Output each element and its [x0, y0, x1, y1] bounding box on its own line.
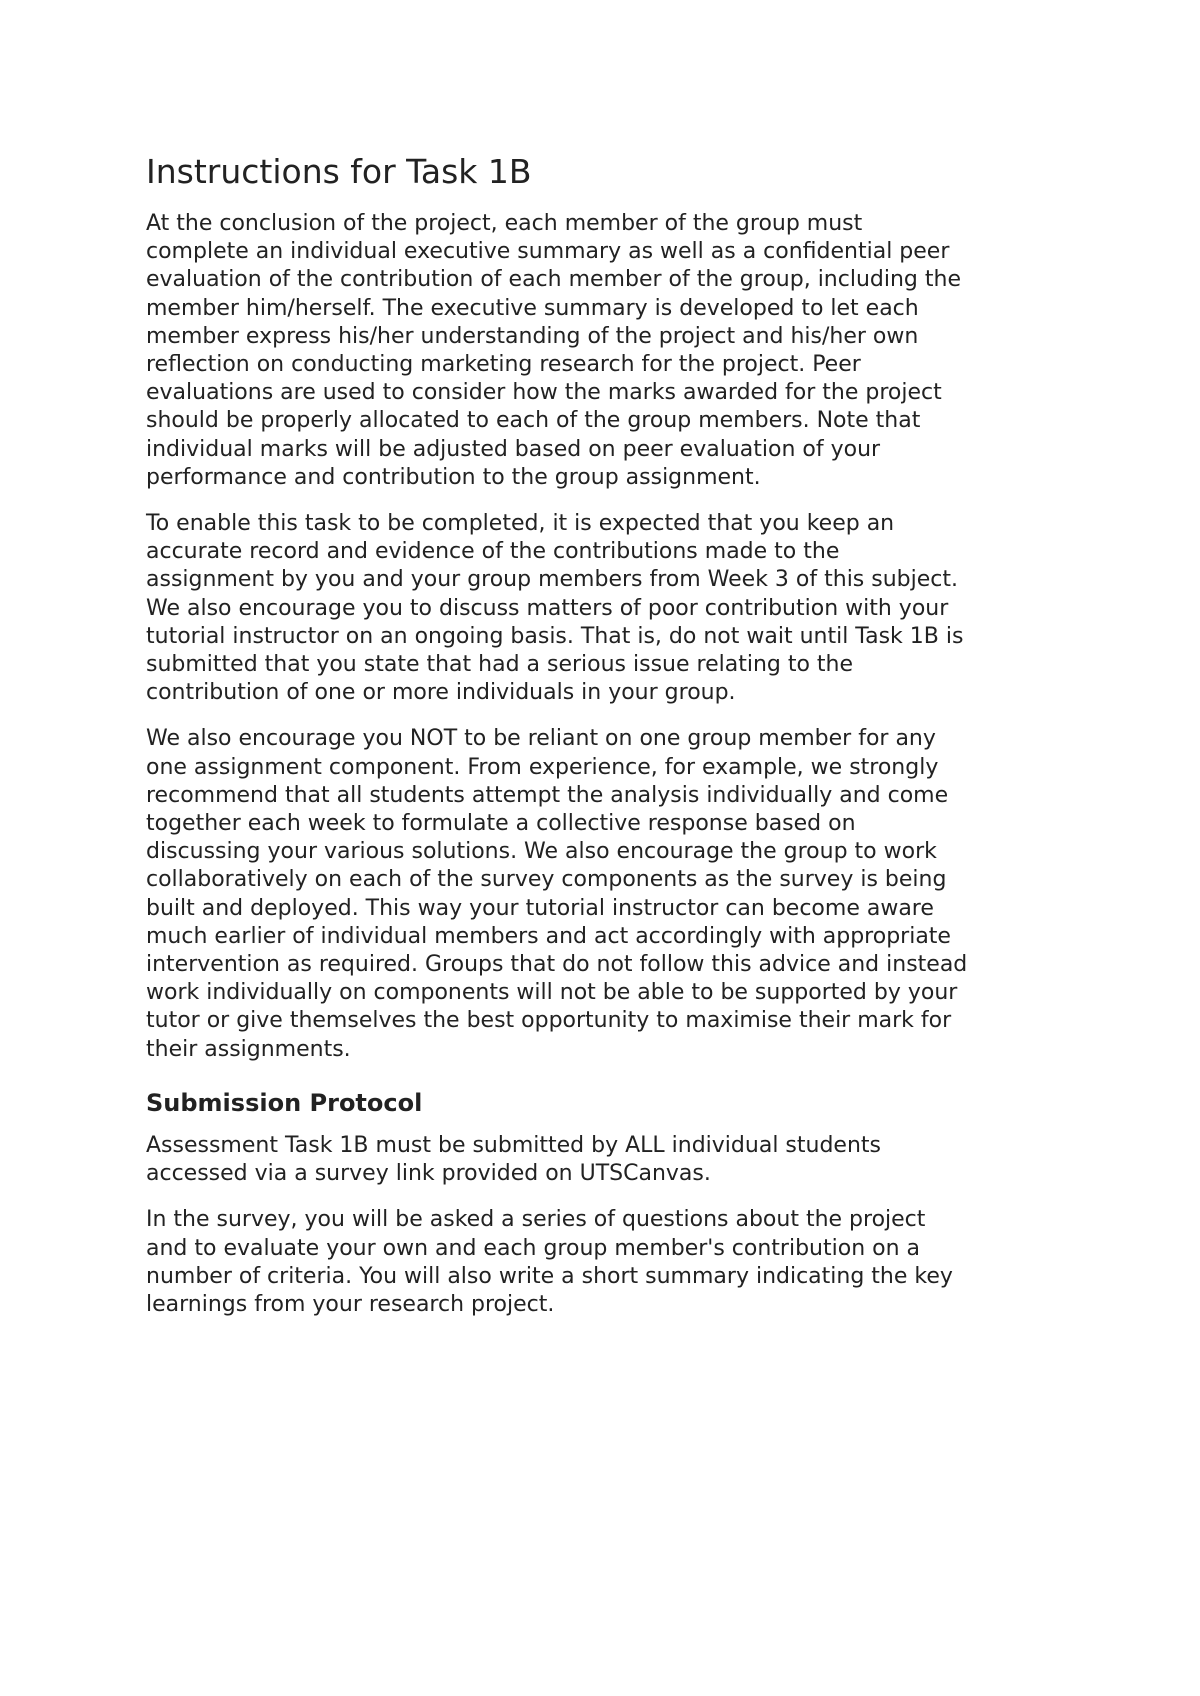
paragraph-survey: In the survey, you will be asked a series of questions about the project and to evaluate your own and each group member's contribution on a number of criteria. You will also write a short summary indicating the key learnings from your research project. [146, 1207, 953, 1317]
paragraph-conclusion: At the conclusion of the project, each member of the group must complete an individual executive summary as well as a confidential peer evaluation of the contribution of each member of the group, including the member him/herself. The executive summary is developed to let each member express his/her understanding of the project and his/her own reflection on conducting marketing research for the project. Peer evaluations are used to consider how the marks awarded for the project should be properly allocated to each of the group members. Note that individual marks will be adjusted based on peer evaluation of your performance and contribution to the group assignment. [146, 211, 961, 490]
page-title: Instructions for Task 1B [146, 152, 532, 191]
paragraph-collaboration: We also encourage you NOT to be reliant on one group member for any one assignment component. From experience, for example, we strongly recommend that all students attempt the analysis individually and come together each week to formulate a collective response based on discussing your various solutions. We also encourage the group to work collaboratively on each of the survey components as the survey is being built and deployed. This way your tutorial instructor can become aware much earlier of individual members and act accordingly with appropriate intervention as required. Groups that do not follow this advice and instead work individually on components will not be able to be supported by your tutor or give themselves the best opportunity to maximise their mark for their assignments. [146, 726, 968, 1062]
paragraph-submission: Assessment Task 1B must be submitted by ALL individual students accessed via a survey link provided on UTSCanvas. [146, 1132, 881, 1187]
document-page [146, 150, 1076, 1337]
submission-protocol-heading: Submission Protocol [146, 1088, 423, 1117]
paragraph-record-keeping: To enable this task to be completed, it is expected that you keep an accurate record and evidence of the contributions made to the assignment by you and your group members from Week 3 of this subject. We also encourage you to discuss matters of poor contribution with your tutorial instructor on an ongoing basis. That is, do not wait until Task 1B is submitted that you state that had a serious issue relating to the contribution of one or more individuals in your group. [146, 511, 964, 706]
